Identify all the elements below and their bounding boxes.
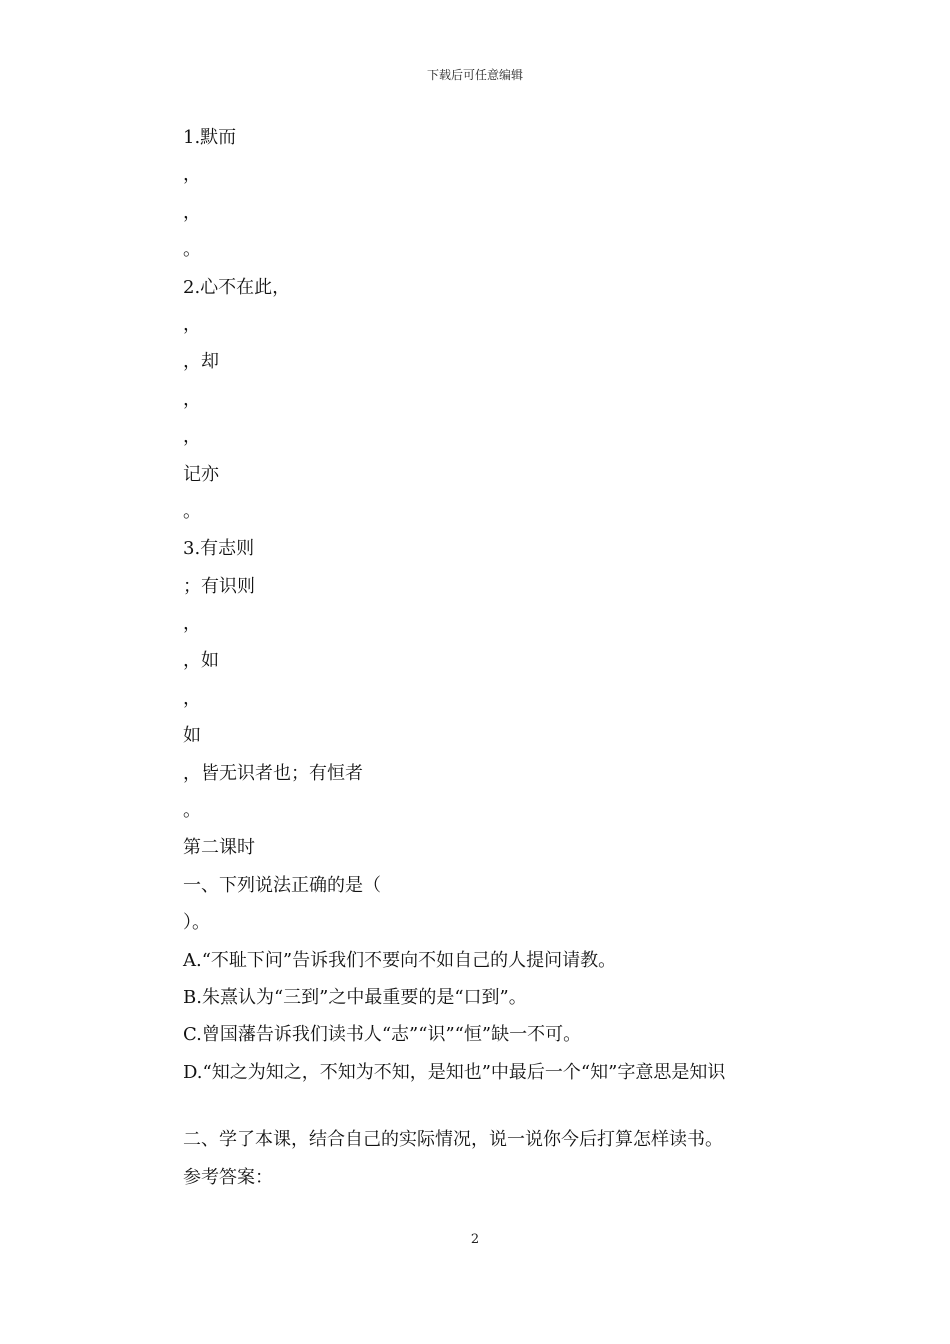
exercise-section-2 [183,1126,863,1201]
exercise-section-1 [183,124,863,1096]
text-line: ， [183,201,201,223]
page-number: 2 [470,1232,480,1247]
text-line: 1.默而 [183,127,237,148]
text-line: 记亦 [183,463,219,485]
text-line: A.“不耻下问”告诉我们不要向不如自己的人提问请教。 [183,949,617,971]
text-line: ，却 [183,351,219,373]
text-line: 。 [183,500,201,522]
section-gap [183,1096,863,1126]
text-line: ）。 [183,912,210,934]
text-line: 3.有志则 [183,538,255,560]
text-line: ， [183,388,201,410]
text-line: 一、下列说法正确的是（ [183,874,381,896]
document-body [183,124,863,1201]
page-header: 下载后可任意编辑 [426,68,523,82]
text-line: ；有识则 [183,575,255,597]
text-line: 如 [183,725,201,747]
text-line: ， [183,687,201,709]
text-line: ， [183,164,201,186]
text-line: D.“知之为知之，不知为不知，是知也”中最后一个“知”字意思是知识 [183,1061,726,1083]
text-line: 。 [183,800,201,822]
text-line: ， [183,426,201,448]
text-line: 2.心不在此， [183,276,291,298]
text-line: ，皆无识者也；有恒者 [183,762,363,784]
text-line: ， [183,613,201,635]
text-line: 。 [183,239,201,261]
text-line: ，如 [183,650,219,672]
text-line: 二、学了本课，结合自己的实际情况，说一说你今后打算怎样读书。 [183,1129,723,1151]
text-line: C.曾国藩告诉我们读书人“志”“识”“恒”缺一不可。 [183,1024,582,1046]
text-line: 参考答案： [183,1166,273,1188]
text-line: 第二课时 [183,837,255,859]
text-line: ， [183,313,201,335]
text-line: B.朱熹认为“三到”之中最重要的是“口到”。 [183,986,527,1008]
